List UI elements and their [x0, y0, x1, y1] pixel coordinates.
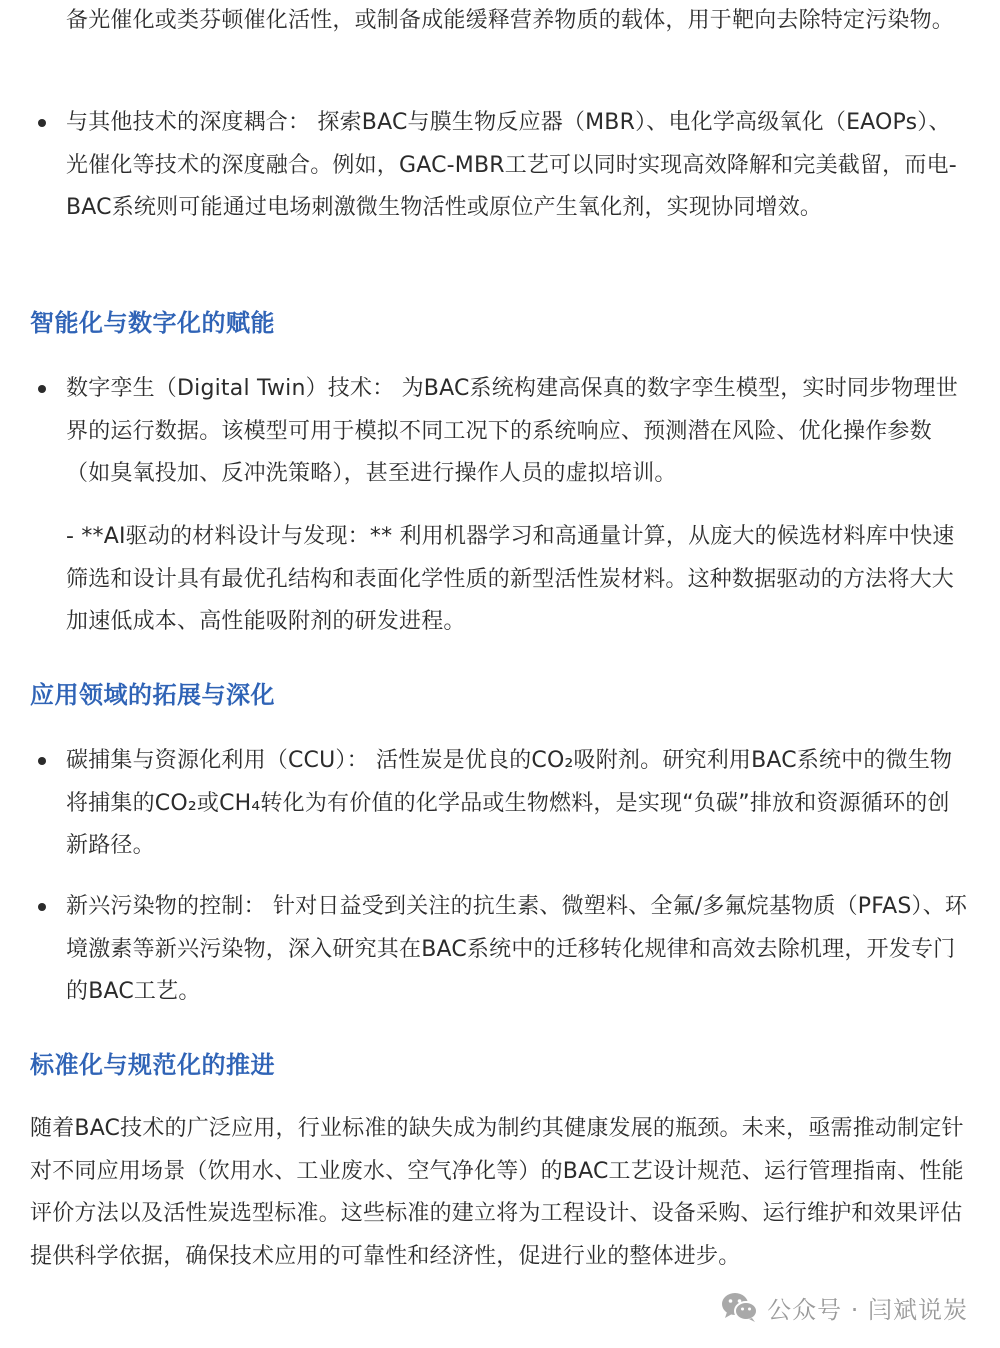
wechat-icon [721, 1291, 759, 1323]
watermark-text: 公众号 · 闫斌说炭 [767, 1295, 968, 1324]
bullet-dot [38, 119, 46, 127]
bullet-dot [38, 757, 46, 765]
watermark [721, 1287, 968, 1327]
continuation-text: 备光催化或类芬顿催化活性，或制备成能缓释营养物质的载体，用于靶向去除特定污染物。 [66, 8, 955, 33]
standardization-paragraph: 随着BAC技术的广泛应用，行业标准的缺失成为制约其健康发展的瓶颈。未来，亟需推动制定针对不同应用场景（饮用水、工业废水、空气净化等）的BAC工艺设计规范、运行管理指南、性能评价方法以及活性炭选型标准。这些标准的建立将为工程设计、设备采购、运行维护和效果评估提供科学依据，确保技术应用的可靠性和经济性，促进行业的整体进步。 [30, 1116, 964, 1269]
section-heading-standardization: 标准化与规范化的推进 [30, 1051, 275, 1079]
list-item-text: 新兴污染物的控制： 针对日益受到关注的抗生素、微塑料、全氟/多氟烷基物质（PFAS）、环境激素等新兴污染物，深入研究其在BAC系统中的迁移转化规律和高效去除机理，开发专门的BAC工艺。 [66, 894, 968, 1004]
section-heading-intelligent: 智能化与数字化的赋能 [30, 309, 275, 337]
list-item-text: 与其他技术的深度耦合： 探索BAC与膜生物反应器（MBR）、电化学高级氧化（EAOPs）、光催化等技术的深度融合。例如，GAC-MBR工艺可以同时实现高效降解和完美截留，而电-BAC系统则可能通过电场刺激微生物活性或原位产生氧化剂，实现协同增效。 [66, 110, 957, 220]
list-item-text: 数字孪生（Digital Twin）技术： 为BAC系统构建高保真的数字孪生模型，实时同步物理世界的运行数据。该模型可用于模拟不同工况下的系统响应、预测潜在风险、优化操作参数（如臭氧投加、反冲洗策略），甚至进行操作人员的虚拟培训。 [66, 376, 958, 486]
list-item-text: 碳捕集与资源化利用（CCU）： 活性炭是优良的CO₂吸附剂。研究利用BAC系统中的微生物将捕集的CO₂或CH₄转化为有价值的化学品或生物燃料，是实现“负碳”排放和资源循环的创新路径。 [66, 748, 953, 858]
bullet-dot [38, 903, 46, 911]
section-heading-application: 应用领域的拓展与深化 [30, 681, 275, 709]
bullet-dot [38, 385, 46, 393]
ai-material-design-text: - **AI驱动的材料设计与发现：** 利用机器学习和高通量计算，从庞大的候选材料库中快速筛选和设计具有最优孔结构和表面化学性质的新型活性炭材料。这种数据驱动的方法将大大加速低成本、高性能吸附剂的研发进程。 [66, 524, 955, 634]
